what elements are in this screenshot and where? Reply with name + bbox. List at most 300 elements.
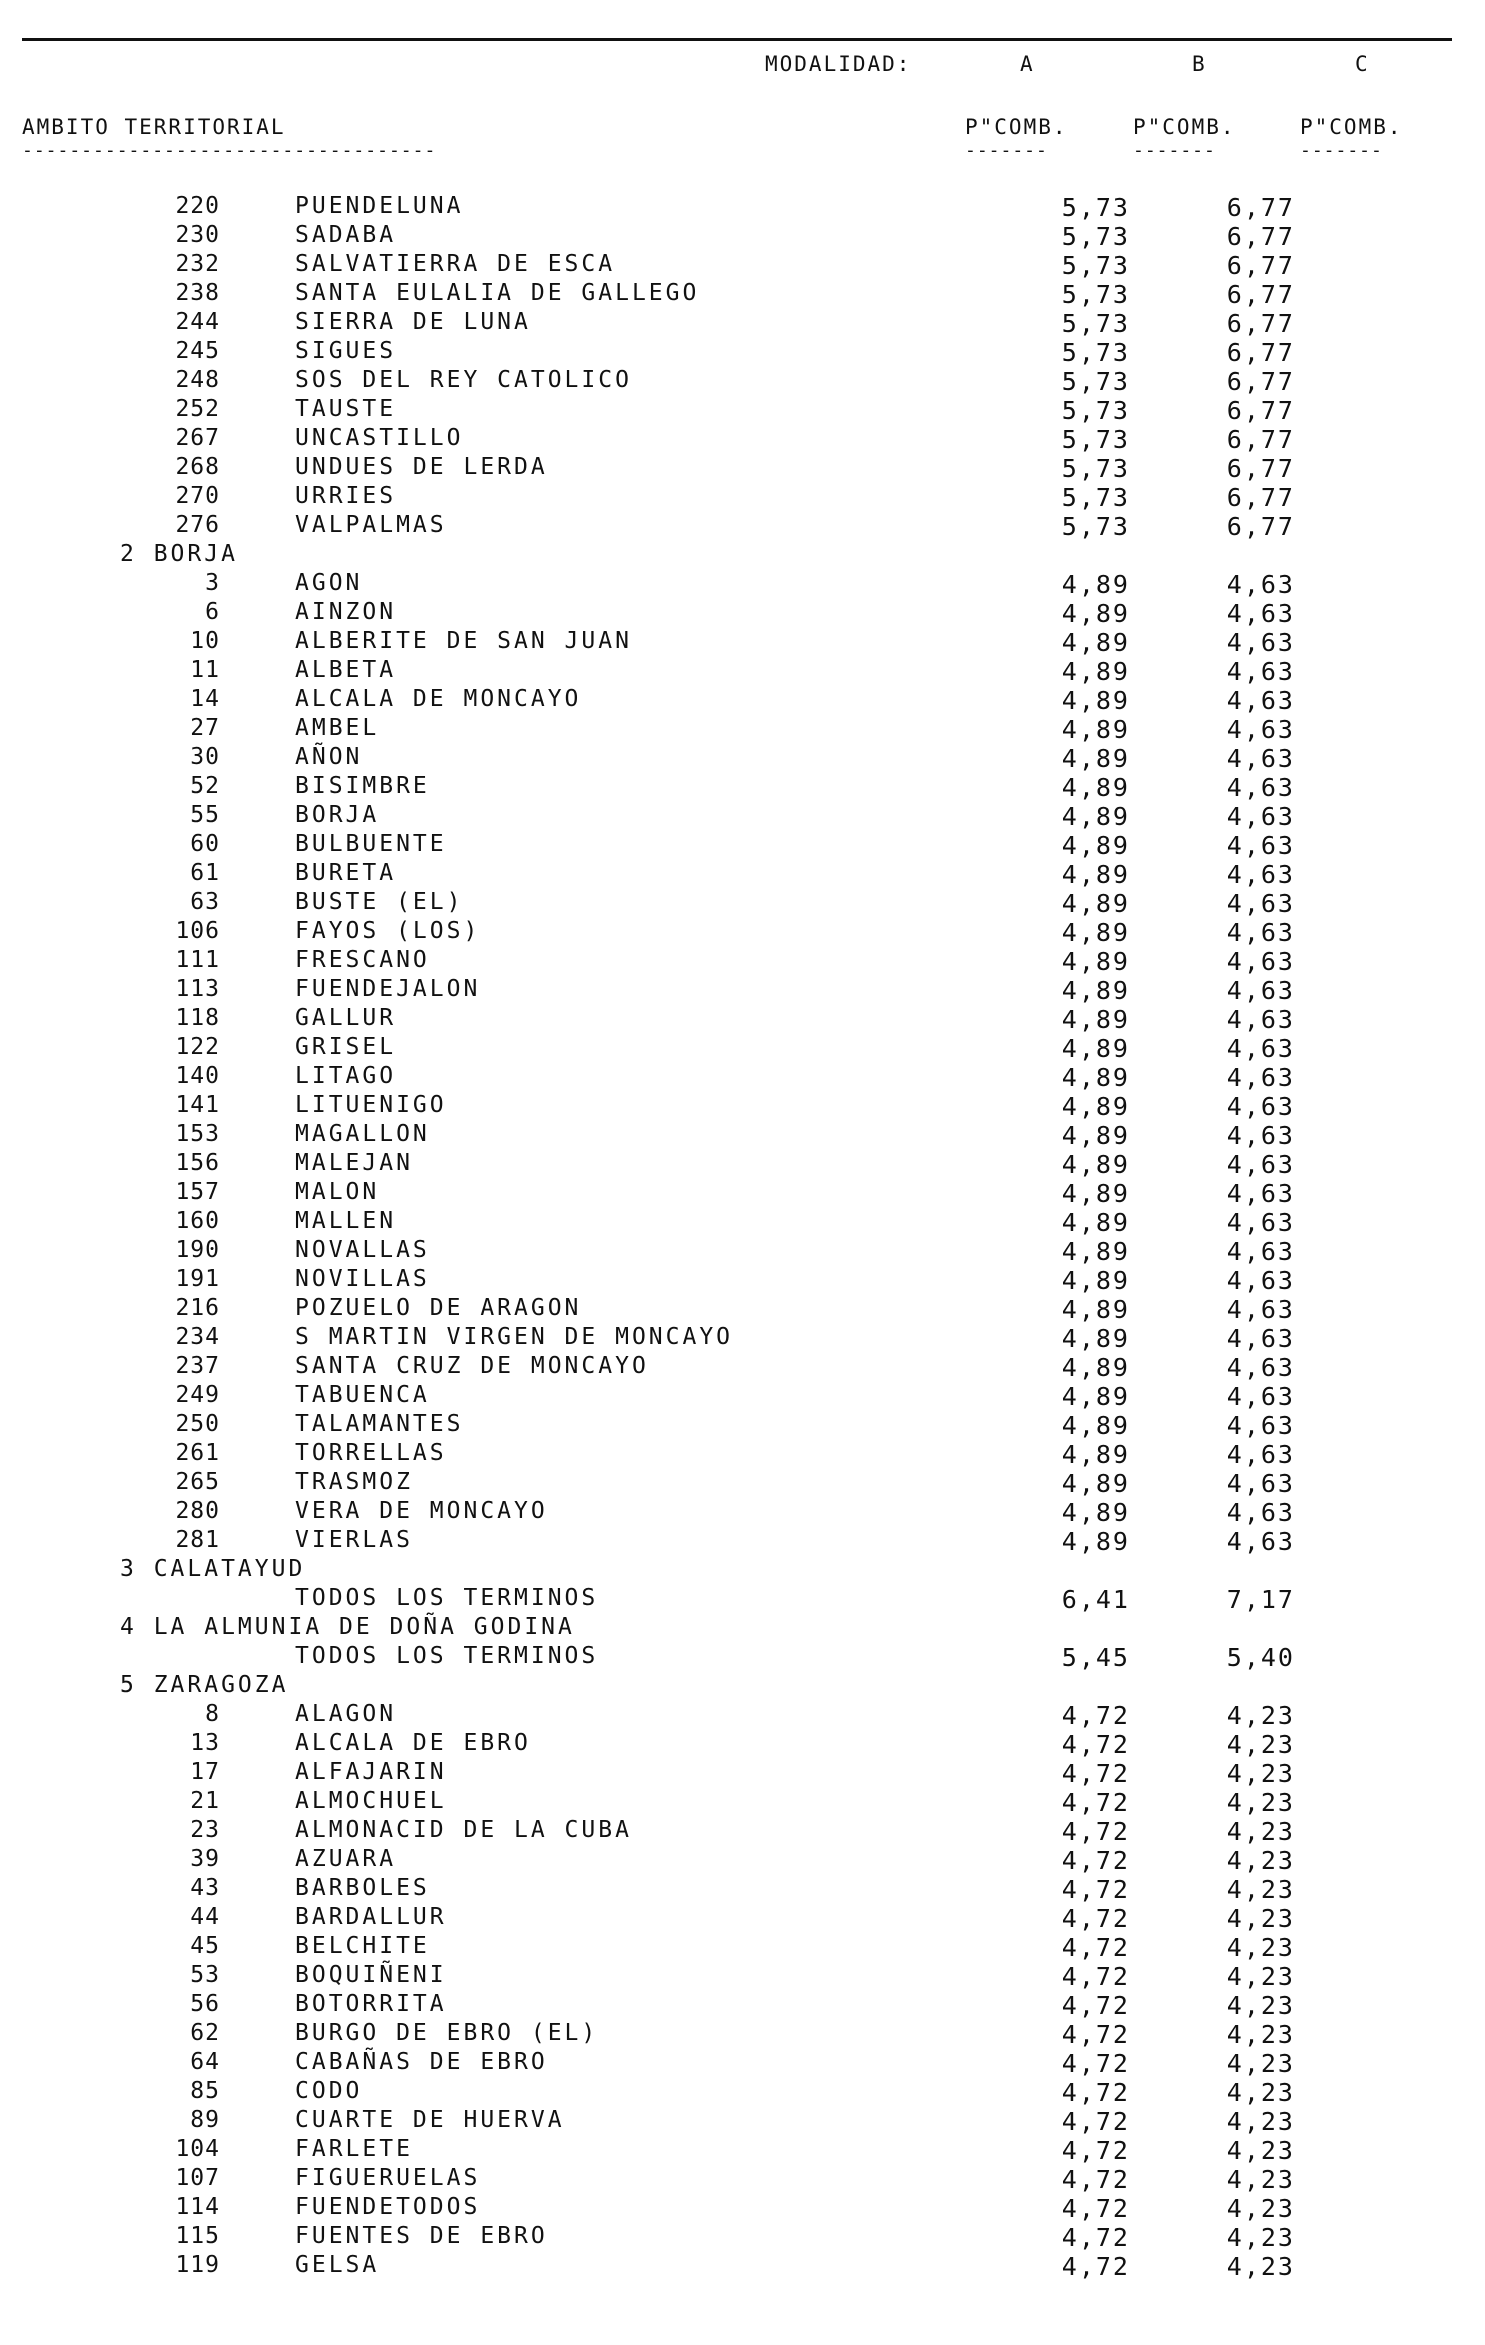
row-value-a: 4,89: [1061, 1440, 1130, 1469]
row-name: AÑON: [295, 744, 363, 770]
row-name: FAYOS (LOS): [295, 918, 481, 944]
row-name: ALFAJARIN: [295, 1759, 447, 1785]
row-name: VIERLAS: [295, 1527, 413, 1553]
row-value-a: 4,89: [1061, 1208, 1130, 1237]
row-code: 11: [190, 657, 220, 683]
row-code: 64: [190, 2049, 220, 2075]
table-row: [0, 2165, 1485, 2194]
table-row: [0, 1295, 1485, 1324]
row-name: BARDALLUR: [295, 1904, 447, 1930]
row-code: 232: [175, 251, 220, 277]
row-code: 245: [175, 338, 220, 364]
row-name: BUSTE (EL): [295, 889, 464, 915]
row-value-b: 4,63: [1226, 860, 1295, 889]
table-row: [0, 628, 1485, 657]
row-value-a: 4,89: [1061, 1382, 1130, 1411]
row-value-b: 6,77: [1226, 222, 1295, 251]
row-name: UNCASTILLO: [295, 425, 464, 451]
row-code: 191: [175, 1266, 220, 1292]
table-row: [0, 570, 1485, 599]
column-a-header: A: [1020, 52, 1035, 76]
row-name: CUARTE DE HUERVA: [295, 2107, 565, 2133]
table-row: [0, 1585, 1485, 1614]
row-name: MALLEN: [295, 1208, 397, 1234]
row-value-a: 4,89: [1061, 1266, 1130, 1295]
row-code: 157: [175, 1179, 220, 1205]
row-value-a: 5,73: [1061, 193, 1130, 222]
table-row: [0, 918, 1485, 947]
territory-table-body: [0, 193, 1485, 2281]
row-name: ALCALA DE EBRO: [295, 1730, 531, 1756]
row-value-a: 4,89: [1061, 918, 1130, 947]
row-name: SADABA: [295, 222, 397, 248]
row-name: VERA DE MONCAYO: [295, 1498, 548, 1524]
pcomb-a-header: P"COMB.: [965, 115, 1068, 139]
row-value-b: 4,63: [1226, 889, 1295, 918]
row-value-b: 4,63: [1226, 1237, 1295, 1266]
row-value-a: 5,73: [1061, 338, 1130, 367]
row-value-a: 5,73: [1061, 280, 1130, 309]
row-code: 45: [190, 1933, 220, 1959]
row-value-a: 4,89: [1061, 1498, 1130, 1527]
row-value-a: 4,72: [1061, 2020, 1130, 2049]
row-value-a: 4,89: [1061, 599, 1130, 628]
row-value-b: 4,23: [1226, 1846, 1295, 1875]
row-code: 10: [190, 628, 220, 654]
row-value-b: 4,63: [1226, 1034, 1295, 1063]
table-row: [0, 1121, 1485, 1150]
row-value-a: 5,73: [1061, 454, 1130, 483]
row-value-a: 4,72: [1061, 1730, 1130, 1759]
row-value-a: 4,72: [1061, 1875, 1130, 1904]
row-value-b: 4,63: [1226, 628, 1295, 657]
row-code: 250: [175, 1411, 220, 1437]
row-code: 61: [190, 860, 220, 886]
table-row: [0, 2078, 1485, 2107]
row-value-b: 4,23: [1226, 2049, 1295, 2078]
row-value-a: 4,72: [1061, 1991, 1130, 2020]
row-value-a: 4,89: [1061, 744, 1130, 773]
row-value-b: 4,23: [1226, 2165, 1295, 2194]
row-value-a: 5,45: [1061, 1643, 1130, 1672]
row-value-b: 4,63: [1226, 599, 1295, 628]
table-row: [0, 483, 1485, 512]
column-c-header: C: [1355, 52, 1370, 76]
row-code: 280: [175, 1498, 220, 1524]
row-code: 118: [175, 1005, 220, 1031]
row-name: CODO: [295, 2078, 363, 2104]
table-row: [0, 396, 1485, 425]
table-row: [0, 1730, 1485, 1759]
row-value-b: 4,63: [1226, 1295, 1295, 1324]
row-code: 267: [175, 425, 220, 451]
table-row: [0, 1092, 1485, 1121]
row-value-a: 4,89: [1061, 976, 1130, 1005]
row-name: GALLUR: [295, 1005, 397, 1031]
row-value-b: 4,23: [1226, 2020, 1295, 2049]
table-row: [0, 2049, 1485, 2078]
column-b-header: B: [1192, 52, 1207, 76]
row-value-b: 4,63: [1226, 831, 1295, 860]
row-name: BOTORRITA: [295, 1991, 447, 2017]
table-row: [0, 2252, 1485, 2281]
row-value-b: 4,23: [1226, 1817, 1295, 1846]
row-value-b: 4,23: [1226, 2078, 1295, 2107]
row-value-b: 4,23: [1226, 1701, 1295, 1730]
row-name: AZUARA: [295, 1846, 397, 1872]
row-code: 281: [175, 1527, 220, 1553]
row-value-b: 4,63: [1226, 1440, 1295, 1469]
row-name: SANTA EULALIA DE GALLEGO: [295, 280, 700, 306]
row-value-a: 4,89: [1061, 802, 1130, 831]
row-value-b: 4,63: [1226, 686, 1295, 715]
row-name: ALCALA DE MONCAYO: [295, 686, 582, 712]
row-value-b: 4,63: [1226, 1498, 1295, 1527]
row-value-a: 4,89: [1061, 773, 1130, 802]
row-value-a: 4,72: [1061, 1701, 1130, 1730]
row-name: TODOS LOS TERMINOS: [295, 1585, 599, 1611]
table-row: [0, 2136, 1485, 2165]
row-name: TABUENCA: [295, 1382, 430, 1408]
row-value-a: 4,89: [1061, 889, 1130, 918]
row-code: 106: [175, 918, 220, 944]
table-row: [0, 1382, 1485, 1411]
row-code: 140: [175, 1063, 220, 1089]
row-name: SIERRA DE LUNA: [295, 309, 531, 335]
table-row: [0, 860, 1485, 889]
row-value-a: 4,72: [1061, 1817, 1130, 1846]
row-name: FRESCANO: [295, 947, 430, 973]
row-code: 63: [190, 889, 220, 915]
table-row: [0, 1701, 1485, 1730]
row-code: 14: [190, 686, 220, 712]
table-row: [0, 1469, 1485, 1498]
row-value-b: 7,17: [1226, 1585, 1295, 1614]
table-row: [0, 1904, 1485, 1933]
row-value-a: 4,72: [1061, 2107, 1130, 2136]
row-value-a: 6,41: [1061, 1585, 1130, 1614]
row-value-a: 4,89: [1061, 686, 1130, 715]
row-value-b: 4,23: [1226, 2252, 1295, 2281]
table-row: [0, 2020, 1485, 2049]
row-value-a: 5,73: [1061, 251, 1130, 280]
row-value-b: 6,77: [1226, 251, 1295, 280]
row-code: 8: [205, 1701, 220, 1727]
row-name: BOQUIÑENI: [295, 1962, 447, 1988]
row-value-b: 6,77: [1226, 338, 1295, 367]
row-value-a: 4,72: [1061, 2252, 1130, 2281]
row-value-a: 4,72: [1061, 2165, 1130, 2194]
table-row: [0, 889, 1485, 918]
row-value-b: 4,63: [1226, 1411, 1295, 1440]
row-value-a: 4,89: [1061, 831, 1130, 860]
row-code: 265: [175, 1469, 220, 1495]
group-header-row: [0, 541, 1485, 570]
row-name: URRIES: [295, 483, 397, 509]
row-value-b: 4,63: [1226, 1353, 1295, 1382]
row-value-b: 6,77: [1226, 512, 1295, 541]
row-value-b: 4,63: [1226, 1121, 1295, 1150]
row-code: 39: [190, 1846, 220, 1872]
row-code: 62: [190, 2020, 220, 2046]
pcomb-a-underline: -------: [965, 140, 1048, 161]
row-value-b: 4,63: [1226, 976, 1295, 1005]
row-code: 234: [175, 1324, 220, 1350]
row-code: 237: [175, 1353, 220, 1379]
row-value-b: 4,63: [1226, 715, 1295, 744]
row-code: 141: [175, 1092, 220, 1118]
row-code: 85: [190, 2078, 220, 2104]
group-header-row: [0, 1672, 1485, 1701]
row-name: LITUENIGO: [295, 1092, 447, 1118]
row-value-a: 4,89: [1061, 1034, 1130, 1063]
row-value-b: 6,77: [1226, 367, 1295, 396]
row-name: BISIMBRE: [295, 773, 430, 799]
group-label: 5 ZARAGOZA: [120, 1672, 289, 1698]
row-name: BELCHITE: [295, 1933, 430, 1959]
row-code: 230: [175, 222, 220, 248]
row-value-a: 5,73: [1061, 396, 1130, 425]
row-name: TALAMANTES: [295, 1411, 464, 1437]
row-code: 122: [175, 1034, 220, 1060]
row-value-b: 4,63: [1226, 918, 1295, 947]
group-label: 2 BORJA: [120, 541, 238, 567]
table-row: [0, 976, 1485, 1005]
row-value-a: 4,89: [1061, 1121, 1130, 1150]
row-value-a: 4,72: [1061, 1788, 1130, 1817]
row-value-b: 6,77: [1226, 454, 1295, 483]
row-code: 107: [175, 2165, 220, 2191]
row-value-b: 4,63: [1226, 1469, 1295, 1498]
row-name: NOVILLAS: [295, 1266, 430, 1292]
row-name: TAUSTE: [295, 396, 397, 422]
table-row: [0, 715, 1485, 744]
row-value-a: 4,72: [1061, 2078, 1130, 2107]
row-name: AGON: [295, 570, 363, 596]
modalidad-label: MODALIDAD:: [765, 52, 912, 76]
row-value-a: 4,72: [1061, 1962, 1130, 1991]
row-value-a: 5,73: [1061, 425, 1130, 454]
row-value-a: 4,72: [1061, 2223, 1130, 2252]
row-code: 114: [175, 2194, 220, 2220]
group-label: 4 LA ALMUNIA DE DOÑA GODINA: [120, 1614, 575, 1640]
row-value-b: 4,63: [1226, 570, 1295, 599]
table-row: [0, 454, 1485, 483]
row-value-a: 5,73: [1061, 309, 1130, 338]
table-row: [0, 309, 1485, 338]
row-name: POZUELO DE ARAGON: [295, 1295, 582, 1321]
row-value-b: 4,63: [1226, 1150, 1295, 1179]
row-code: 249: [175, 1382, 220, 1408]
row-code: 261: [175, 1440, 220, 1466]
row-value-a: 4,89: [1061, 1324, 1130, 1353]
row-name: TORRELLAS: [295, 1440, 447, 1466]
row-code: 115: [175, 2223, 220, 2249]
row-code: 216: [175, 1295, 220, 1321]
row-code: 244: [175, 309, 220, 335]
row-code: 220: [175, 193, 220, 219]
row-name: ALBERITE DE SAN JUAN: [295, 628, 632, 654]
row-name: FUENDETODOS: [295, 2194, 481, 2220]
row-name: ALMOCHUEL: [295, 1788, 447, 1814]
row-code: 60: [190, 831, 220, 857]
row-value-a: 4,89: [1061, 715, 1130, 744]
row-value-b: 4,23: [1226, 2107, 1295, 2136]
table-row: [0, 367, 1485, 396]
row-name: BORJA: [295, 802, 380, 828]
row-name: PUENDELUNA: [295, 193, 464, 219]
row-name: ALBETA: [295, 657, 397, 683]
row-code: 153: [175, 1121, 220, 1147]
table-row: [0, 512, 1485, 541]
row-value-a: 4,89: [1061, 860, 1130, 889]
row-value-b: 4,63: [1226, 1208, 1295, 1237]
table-row: [0, 1237, 1485, 1266]
table-row: [0, 599, 1485, 628]
row-code: 238: [175, 280, 220, 306]
row-value-a: 4,72: [1061, 1904, 1130, 1933]
row-name: GRISEL: [295, 1034, 397, 1060]
row-value-b: 4,23: [1226, 1875, 1295, 1904]
row-name: FUENTES DE EBRO: [295, 2223, 548, 2249]
table-row: [0, 1527, 1485, 1556]
row-code: 23: [190, 1817, 220, 1843]
row-value-b: 4,23: [1226, 2194, 1295, 2223]
row-value-a: 4,89: [1061, 1295, 1130, 1324]
row-code: 104: [175, 2136, 220, 2162]
row-name: MALON: [295, 1179, 380, 1205]
row-code: 160: [175, 1208, 220, 1234]
row-code: 52: [190, 773, 220, 799]
table-row: [0, 222, 1485, 251]
row-value-a: 4,89: [1061, 1527, 1130, 1556]
row-code: 17: [190, 1759, 220, 1785]
table-row: [0, 1440, 1485, 1469]
row-name: SOS DEL REY CATOLICO: [295, 367, 632, 393]
row-name: SALVATIERRA DE ESCA: [295, 251, 616, 277]
row-value-b: 5,40: [1226, 1643, 1295, 1672]
row-value-a: 4,89: [1061, 1063, 1130, 1092]
row-value-b: 4,63: [1226, 1092, 1295, 1121]
table-row: [0, 280, 1485, 309]
table-row: [0, 1063, 1485, 1092]
row-value-b: 4,63: [1226, 1005, 1295, 1034]
row-code: 27: [190, 715, 220, 741]
row-name: LITAGO: [295, 1063, 397, 1089]
row-value-b: 6,77: [1226, 425, 1295, 454]
row-value-b: 4,63: [1226, 1382, 1295, 1411]
row-name: UNDUES DE LERDA: [295, 454, 548, 480]
group-header-row: [0, 1556, 1485, 1585]
table-row: [0, 744, 1485, 773]
row-value-a: 4,72: [1061, 1846, 1130, 1875]
table-row: [0, 831, 1485, 860]
row-value-b: 6,77: [1226, 280, 1295, 309]
row-name: BURETA: [295, 860, 397, 886]
row-value-a: 4,89: [1061, 947, 1130, 976]
pcomb-c-underline: -------: [1300, 140, 1383, 161]
row-value-a: 5,73: [1061, 483, 1130, 512]
row-name: GELSA: [295, 2252, 380, 2278]
table-row: [0, 1643, 1485, 1672]
row-code: 56: [190, 1991, 220, 2017]
table-row: [0, 1324, 1485, 1353]
row-value-b: 4,63: [1226, 1266, 1295, 1295]
row-value-b: 6,77: [1226, 309, 1295, 338]
row-name: TODOS LOS TERMINOS: [295, 1643, 599, 1669]
row-value-a: 4,89: [1061, 1092, 1130, 1121]
row-code: 30: [190, 744, 220, 770]
row-value-b: 4,63: [1226, 802, 1295, 831]
table-row: [0, 1034, 1485, 1063]
row-value-b: 4,63: [1226, 1179, 1295, 1208]
row-name: BURGO DE EBRO (EL): [295, 2020, 599, 2046]
row-code: 6: [205, 599, 220, 625]
row-code: 3: [205, 570, 220, 596]
row-value-b: 4,63: [1226, 744, 1295, 773]
table-row: [0, 1179, 1485, 1208]
row-value-b: 4,23: [1226, 2136, 1295, 2165]
row-name: BULBUENTE: [295, 831, 447, 857]
row-code: 252: [175, 396, 220, 422]
row-value-b: 4,63: [1226, 773, 1295, 802]
row-code: 276: [175, 512, 220, 538]
table-row: [0, 1846, 1485, 1875]
row-value-b: 6,77: [1226, 483, 1295, 512]
group-header-row: [0, 1614, 1485, 1643]
row-value-b: 4,23: [1226, 1991, 1295, 2020]
table-row: [0, 1759, 1485, 1788]
table-row: [0, 1788, 1485, 1817]
row-name: FUENDEJALON: [295, 976, 481, 1002]
row-name: AINZON: [295, 599, 397, 625]
row-code: 111: [175, 947, 220, 973]
table-row: [0, 1353, 1485, 1382]
table-row: [0, 251, 1485, 280]
row-value-b: 6,77: [1226, 396, 1295, 425]
row-value-a: 4,89: [1061, 570, 1130, 599]
row-code: 89: [190, 2107, 220, 2133]
row-value-b: 4,23: [1226, 1759, 1295, 1788]
row-value-b: 4,63: [1226, 1063, 1295, 1092]
row-value-a: 4,89: [1061, 628, 1130, 657]
row-name: SIGUES: [295, 338, 397, 364]
pcomb-c-header: P"COMB.: [1300, 115, 1403, 139]
row-name: CABAÑAS DE EBRO: [295, 2049, 548, 2075]
table-row: [0, 1150, 1485, 1179]
row-name: ALMONACID DE LA CUBA: [295, 1817, 632, 1843]
row-code: 268: [175, 454, 220, 480]
table-row: [0, 338, 1485, 367]
table-row: [0, 802, 1485, 831]
row-value-a: 4,72: [1061, 2194, 1130, 2223]
row-name: ALAGON: [295, 1701, 397, 1727]
row-value-b: 4,23: [1226, 1730, 1295, 1759]
table-row: [0, 1208, 1485, 1237]
row-value-b: 4,23: [1226, 1904, 1295, 1933]
row-value-b: 4,23: [1226, 1788, 1295, 1817]
table-row: [0, 1962, 1485, 1991]
top-rule: [22, 38, 1452, 41]
row-value-b: 4,23: [1226, 1933, 1295, 1962]
row-value-b: 4,63: [1226, 1324, 1295, 1353]
table-row: [0, 657, 1485, 686]
row-value-b: 4,23: [1226, 1962, 1295, 1991]
row-name: MAGALLON: [295, 1121, 430, 1147]
row-name: FIGUERUELAS: [295, 2165, 481, 2191]
row-value-a: 4,72: [1061, 1933, 1130, 1962]
table-row: [0, 1817, 1485, 1846]
